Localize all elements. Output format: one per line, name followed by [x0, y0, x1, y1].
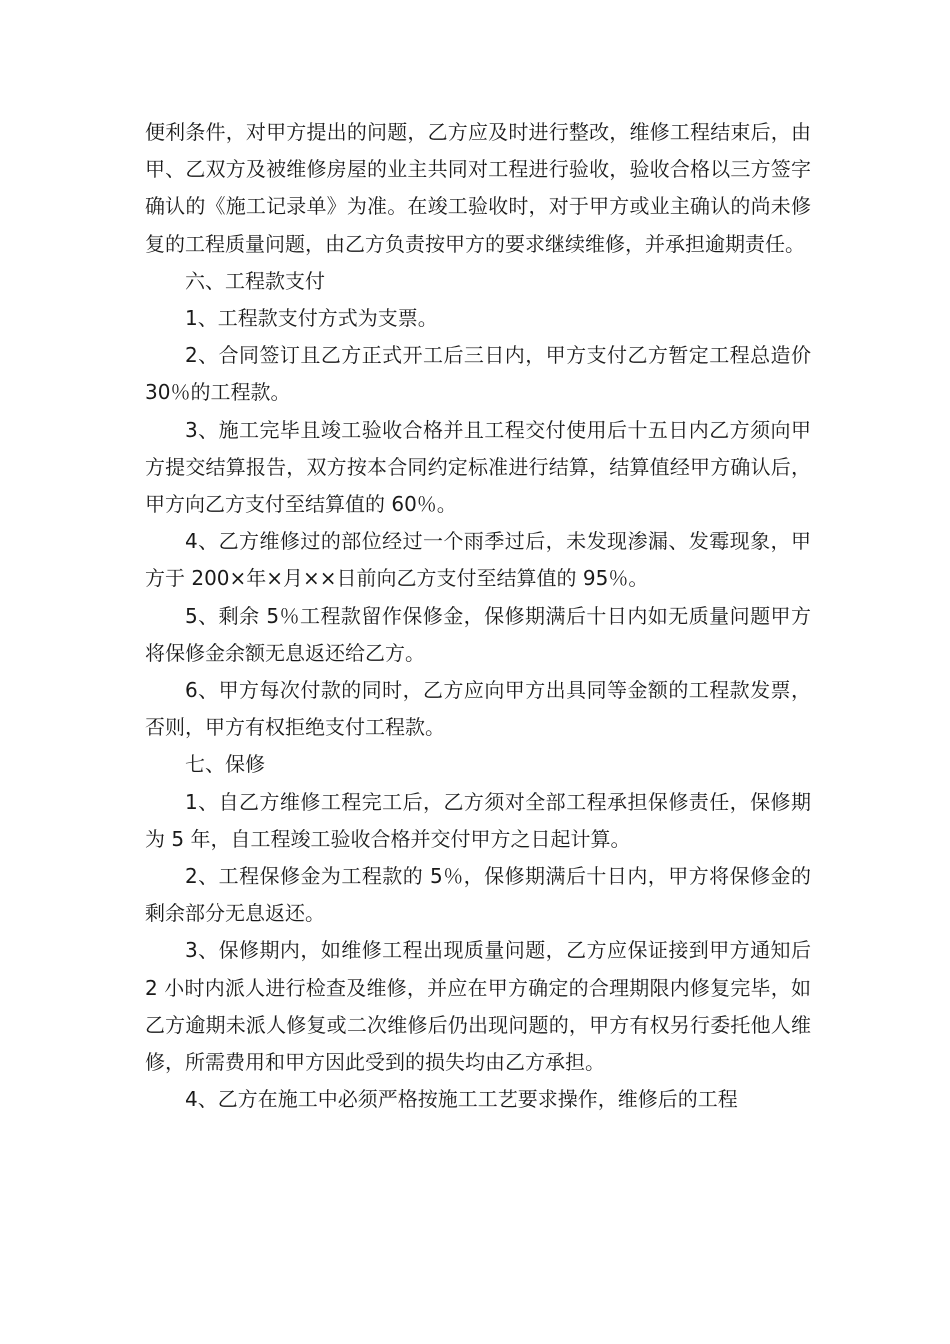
payment-clause-5: 5、剩余 5％工程款留作保修金，保修期满后十日内如无质量问题甲方将保修金余额无息返还给乙方。: [145, 603, 811, 665]
payment-clause-3: 3、施工完毕且竣工验收合格并且工程交付使用后十五日内乙方须向甲方提交结算报告，双方按本合同约定标准进行结算，结算值经甲方确认后，甲方向乙方支付至结算值的 60％。: [145, 417, 811, 517]
warranty-clause-2: 2、工程保修金为工程款的 5％，保修期满后十日内，甲方将保修金的剩余部分无息返还。: [145, 864, 811, 926]
document-page: [145, 114, 811, 1118]
payment-clause-4: 4、乙方维修过的部位经过一个雨季过后，未发现渗漏、发霉现象，甲方于 200×年×月××日前向乙方支付至结算值的 95％。: [145, 529, 811, 591]
section-heading-payment: 六、工程款支付: [185, 268, 325, 293]
payment-clause-2: 2、合同签订且乙方正式开工后三日内，甲方支付乙方暂定工程总造价 30％的工程款。: [145, 343, 811, 405]
payment-clause-6: 6、甲方每次付款的同时，乙方应向甲方出具同等金额的工程款发票，否则，甲方有权拒绝支付工程款。: [145, 678, 811, 740]
payment-clause-1: 1、工程款支付方式为支票。: [185, 306, 438, 331]
warranty-clause-4: 4、乙方在施工中必须严格按施工工艺要求操作，维修后的工程: [185, 1087, 738, 1112]
warranty-clause-3: 3、保修期内，如维修工程出现质量问题，乙方应保证接到甲方通知后 2 小时内派人进行检查及维修，并应在甲方确定的合理期限内修复完毕，如乙方逾期未派人修复或二次维修后仍出现问题的，甲方有权另行委托他人维修，所需费用和甲方因此受到的损失均由乙方承担。: [145, 938, 811, 1075]
paragraph-continuation: 便利条件，对甲方提出的问题，乙方应及时进行整改，维修工程结束后，由甲、乙双方及被维修房屋的业主共同对工程进行验收，验收合格以三方签字确认的《施工记录单》为准。在竣工验收时，对于甲方或业主确认的尚未修复的工程质量问题，由乙方负责按甲方的要求继续维修，并承担逾期责任。: [145, 120, 811, 256]
warranty-clause-1: 1、自乙方维修工程完工后，乙方须对全部工程承担保修责任，保修期为 5 年，自工程竣工验收合格并交付甲方之日起计算。: [145, 789, 811, 851]
section-heading-warranty: 七、保修: [185, 752, 265, 777]
